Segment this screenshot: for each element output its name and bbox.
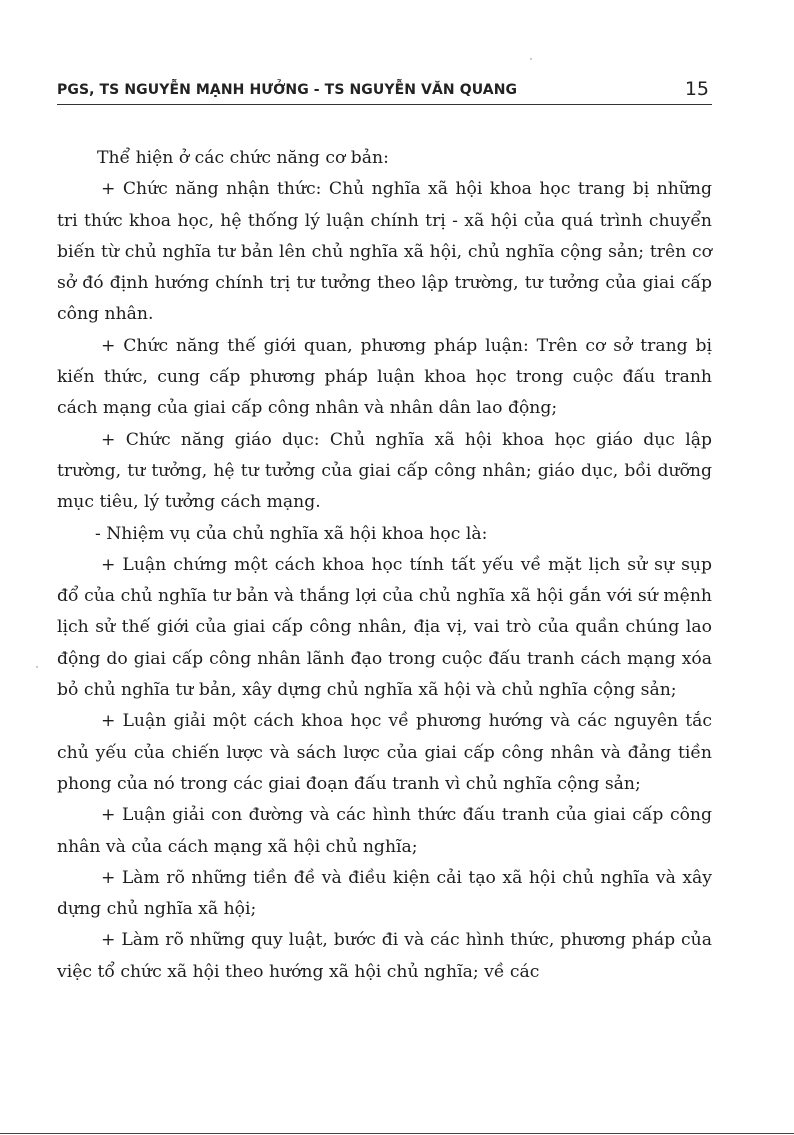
- paragraph-task-1: + Luận chứng một cách khoa học tính tất yếu về mặt lịch sử sự sụp đổ của chủ nghĩa tư bản và thắng lợi của chủ nghĩa xã hội gắn với sứ mệnh lịch sử thế giới của giai cấp công nhân, địa vị, vai trò của quần chúng lao động do giai cấp công nhân lãnh đạo trong cuộc đấu tranh cách mạng xóa bỏ chủ nghĩa tư bản, xây dựng chủ nghĩa xã hội và chủ nghĩa cộng sản;: [57, 554, 712, 701]
- scan-speck: [530, 58, 532, 60]
- paragraph-intro: Thể hiện ở các chức năng cơ bản:: [97, 148, 389, 168]
- paragraph-task-3: + Luận giải con đường và các hình thức đấu tranh của giai cấp công nhân và của cách mạng xã hội chủ nghĩa;: [57, 805, 712, 857]
- paragraph-task-2: + Luận giải một cách khoa học về phương hướng và các nguyên tắc chủ yếu của chiến lược và sách lược của giai cấp công nhân và đảng tiền phong của nó trong các giai đoạn đấu tranh vì chủ nghĩa cộng sản;: [57, 711, 712, 794]
- paragraph-task-5: + Làm rõ những quy luật, bước đi và các hình thức, phương pháp của việc tổ chức xã hội theo hướng xã hội chủ nghĩa; về các: [57, 930, 712, 982]
- paragraph-education-function: + Chức năng giáo dục: Chủ nghĩa xã hội khoa học giáo dục lập trường, tư tưởng, hệ tư tưởng của giai cấp công nhân; giáo dục, bồi dưỡng mục tiêu, lý tưởng cách mạng.: [57, 429, 712, 513]
- page-bottom-edge: [0, 1133, 794, 1134]
- page-number: 15: [684, 78, 709, 100]
- scan-speck: [36, 666, 38, 668]
- running-header: [57, 78, 709, 104]
- header-rule: [57, 104, 712, 105]
- paragraph-worldview-function: + Chức năng thế giới quan, phương pháp luận: Trên cơ sở trang bị kiến thức, cung cấp phương pháp luận khoa học trong cuộc đấu tranh cách mạng của giai cấp công nhân và nhân dân lao động;: [57, 335, 712, 419]
- page-body: [57, 143, 712, 988]
- paragraph-tasks-heading: - Nhiệm vụ của chủ nghĩa xã hội khoa học là:: [95, 523, 488, 544]
- header-authors: PGS, TS NGUYỄN MẠNH HƯỞNG - TS NGUYỄN VĂN QUANG: [57, 82, 518, 98]
- paragraph-task-4: + Làm rõ những tiền đề và điều kiện cải tạo xã hội chủ nghĩa và xây dựng chủ nghĩa xã hội;: [57, 867, 712, 920]
- paragraph-cognitive-function: + Chức năng nhận thức: Chủ nghĩa xã hội khoa học trang bị những tri thức khoa học, hệ thống lý luận chính trị - xã hội của quá trình chuyển biến từ chủ nghĩa tư bản lên chủ nghĩa xã hội, chủ nghĩa cộng sản; trên cơ sở đó định hướng chính trị tư tưởng theo lập trường, tư tưởng của giai cấp công nhân.: [57, 179, 712, 325]
